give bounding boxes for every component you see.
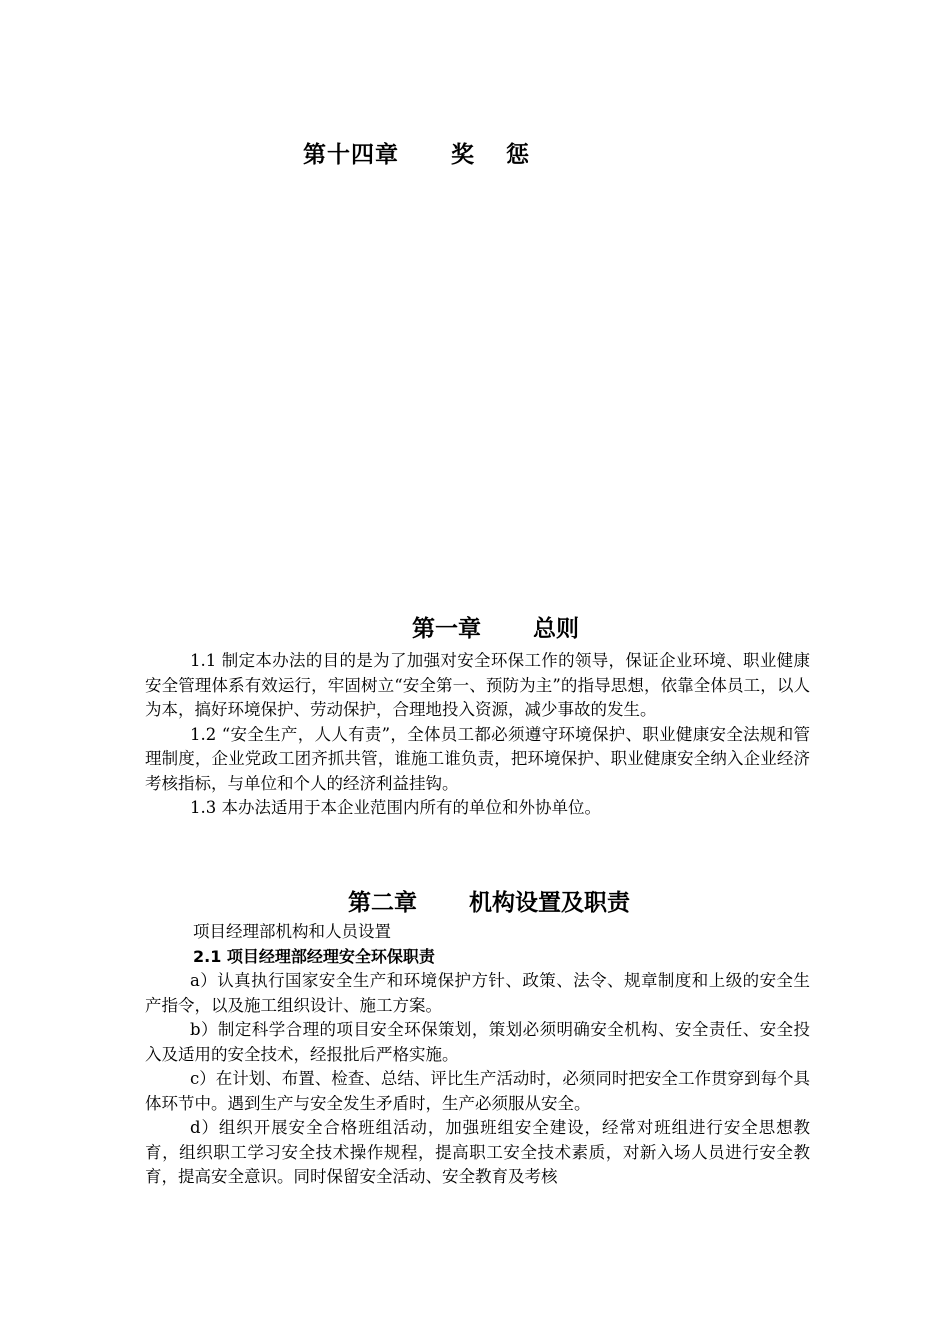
paragraph-1-1: 1.1 制定本办法的目的是为了加强对安全环保工作的领导，保证企业环境、职业健康安全管理体系有效运行，牢固树立“安全第一、预防为主”的指导思想，依靠全体员工，以人为本，搞好环境保护、劳动保护，合理地投入资源，减少事故的发生。 [145,651,810,719]
chapter-1-title: 总则 [533,616,579,642]
chapter-2-body [145,920,810,1190]
duty-item-a: a）认真执行国家安全生产和环境保护方针、政策、法令、规章制度和上级的安全生产指令，以及施工组织设计、施工方案。 [145,971,810,1015]
toc-chapter-heading [303,136,541,169]
chapter-2-heading [348,884,630,917]
chapter-1-heading [412,610,579,643]
section-2-1-title: 2.1 项目经理部经理安全环保职责 [193,946,435,966]
chapter-1-body [145,649,810,821]
duty-item-c: c）在计划、布置、检查、总结、评比生产活动时，必须同时把安全工作贯穿到每个具体环节中。遇到生产与安全发生矛盾时，生产必须服从安全。 [145,1069,810,1113]
paragraph-1-3: 1.3 本办法适用于本企业范围内所有的单位和外协单位。 [190,798,601,817]
chapter-2-intro: 项目经理部机构和人员设置 [193,922,391,941]
chapter-2-title: 机构设置及职责 [469,890,630,916]
paragraph-1-2: 1.2 “安全生产，人人有责”，全体员工都必须遵守环境保护、职业健康安全法规和管理制度，企业党政工团齐抓共管，谁施工谁负责，把环境保护、职业健康安全纳入企业经济考核指标，与单位和个人的经济利益挂钩。 [145,724,810,793]
chapter-1-number: 第一章 [412,616,481,642]
duty-item-b: b）制定科学合理的项目安全环保策划，策划必须明确安全机构、安全责任、安全投入及适用的安全技术，经报批后严格实施。 [145,1020,810,1064]
chapter-2-number: 第二章 [348,890,417,916]
duty-item-d: d）组织开展安全合格班组活动，加强班组安全建设，经常对班组进行安全思想教育，组织职工学习安全技术操作规程，提高职工安全技术素质，对新入场人员进行安全教育，提高安全意识。同时保留安全活动、安全教育及考核 [145,1118,810,1186]
toc-chapter-number: 第十四章 [303,142,399,168]
toc-chapter-title: 奖 惩 [451,142,542,168]
